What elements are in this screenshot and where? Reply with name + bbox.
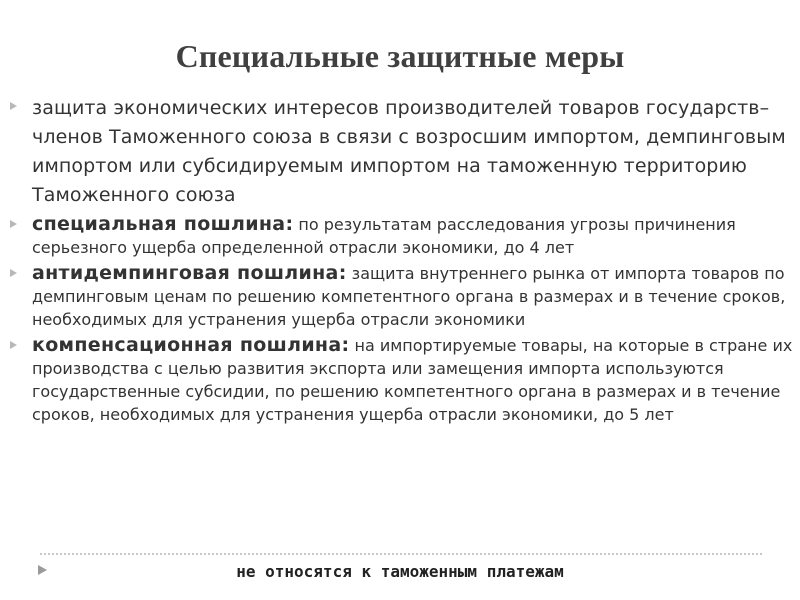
list-item: [8, 262, 793, 331]
footer-note: не относятся к таможенным платежам: [236, 562, 564, 581]
item-body: [32, 334, 793, 426]
list-item: [8, 213, 793, 259]
list-item: [8, 94, 793, 210]
item-text: по результатам расследования угрозы причинения серьезного ущерба определенной отрасли экономики, до 4 лет: [32, 215, 736, 257]
item-term: компенсационная пошлина: [32, 334, 342, 356]
bullet-arrow-icon: [10, 341, 17, 349]
item-text: защита внутреннего рынка от импорта товаров по демпинговым ценам по решению компетентного органа в размерах и в течение сроков, необходимых для устранения ущерба отрасли экономики: [32, 264, 786, 329]
item-body: [32, 262, 793, 331]
item-colon: :: [341, 334, 350, 356]
list-item: [8, 334, 793, 426]
slide-title: Специальные защитные меры: [175, 38, 625, 74]
bullet-arrow-icon: [10, 102, 17, 110]
item-body: [32, 213, 793, 259]
item-term: специальная пошлина: [32, 213, 286, 235]
bullet-arrow-icon: [10, 269, 17, 277]
item-term: антидемпинговая пошлина: [32, 262, 339, 284]
bullet-arrow-icon: [10, 220, 17, 228]
item-text: на импортируемые товары, на которые в стране их производства с целью развития экспорта или замещения импорта используются государственные субсидии, по решению компетентного органа в размерах и в течение сроков, необходимых для устранения ущерба отрасли экономики, до 5 лет: [32, 336, 793, 424]
bullet-list: [8, 94, 793, 429]
footer-divider: [40, 553, 762, 555]
item-text: защита экономических интересов производителей товаров государств–членов Таможенного союза в связи с возросшим импортом, демпинговым импортом или субсидируемым импортом на таможенную территорию Таможенного союза: [32, 97, 786, 206]
item-colon: :: [338, 262, 347, 284]
item-colon: :: [285, 213, 294, 235]
